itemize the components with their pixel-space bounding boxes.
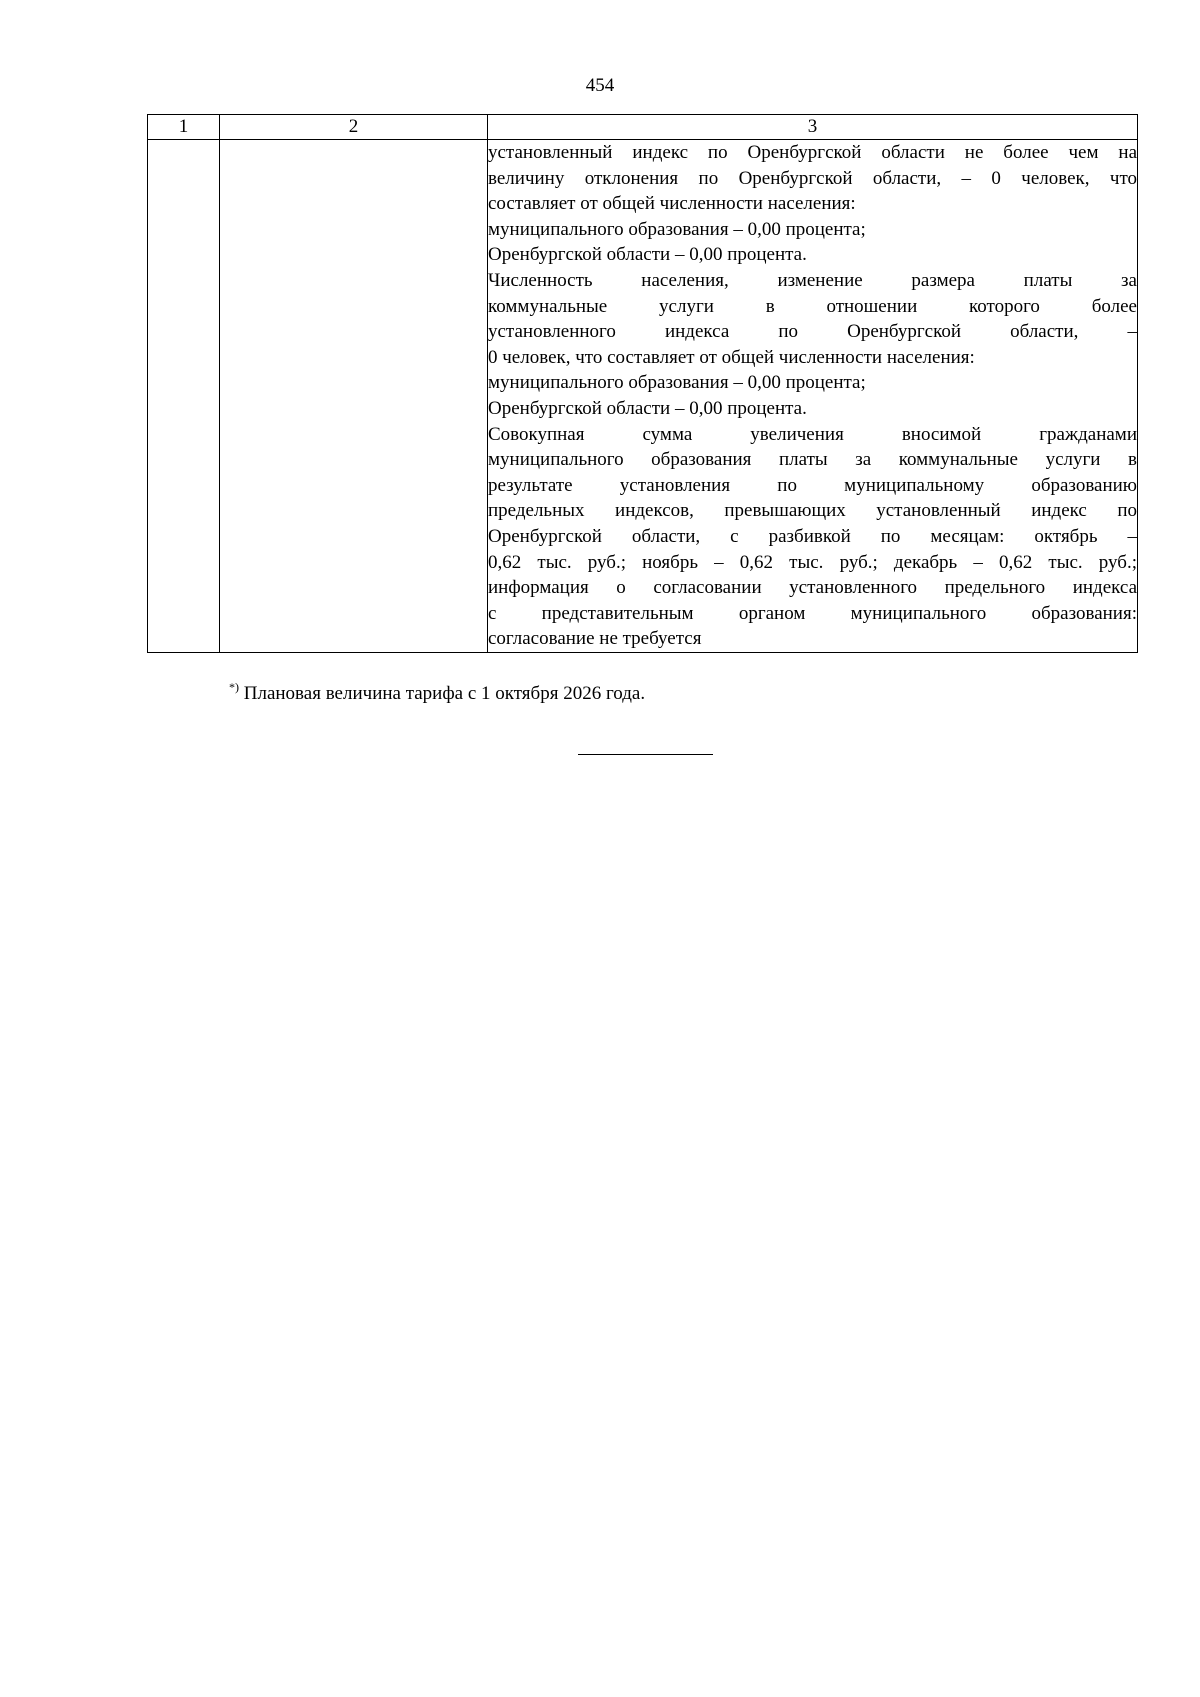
text-line: установленного индекса по Оренбургской области, – [488,321,1137,343]
text-line: информация о согласовании установленного предельного индекса [488,577,1137,599]
page-number: 454 [585,75,615,96]
text-line: Оренбургской области – 0,00 процента. [488,244,807,266]
end-divider [578,754,713,755]
cell-column-3 [488,140,1138,653]
column-header-2: 2 [220,115,488,140]
data-table [147,114,1138,653]
text-line: результате установления по муниципальному образованию [488,474,1137,496]
column-header-1: 1 [148,115,220,140]
text-line: муниципального образования – 0,00 процента; [488,372,866,394]
text-line: согласование не требуется [488,628,702,650]
text-line: муниципального образования платы за коммунальные услуги в [488,449,1137,471]
text-line: Оренбургской области, с разбивкой по месяцам: октябрь – [488,525,1137,547]
cell-column-1 [148,140,220,653]
footnote-marker: *) [229,680,239,694]
text-line: 0 человек, что составляет от общей численности населения: [488,346,975,368]
text-line: величину отклонения по Оренбургской области, – 0 человек, что [488,167,1137,189]
text-line: с представительным органом муниципального образования: [488,602,1137,624]
cell-column-2 [220,140,488,653]
column-header-3: 3 [488,115,1138,140]
text-line: Оренбургской области – 0,00 процента. [488,397,807,419]
text-line: Совокупная сумма увеличения вносимой гражданами [488,423,1137,445]
text-line: коммунальные услуги в отношении которого более [488,295,1137,317]
text-line: 0,62 тыс. руб.; ноябрь – 0,62 тыс. руб.; декабрь – 0,62 тыс. руб.; [488,551,1137,573]
table-header-row [148,115,1138,140]
table-row [148,140,1138,653]
text-line: предельных индексов, превышающих установленный индекс по [488,500,1137,522]
text-line: составляет от общей численности населения: [488,193,856,215]
text-line: установленный индекс по Оренбургской области не более чем на [488,142,1137,163]
footnote [229,682,645,706]
text-line: муниципального образования – 0,00 процента; [488,218,866,240]
footnote-text: Плановая величина тарифа с 1 октября 2026 года. [243,683,646,704]
text-line: Численность населения, изменение размера платы за [488,269,1137,291]
